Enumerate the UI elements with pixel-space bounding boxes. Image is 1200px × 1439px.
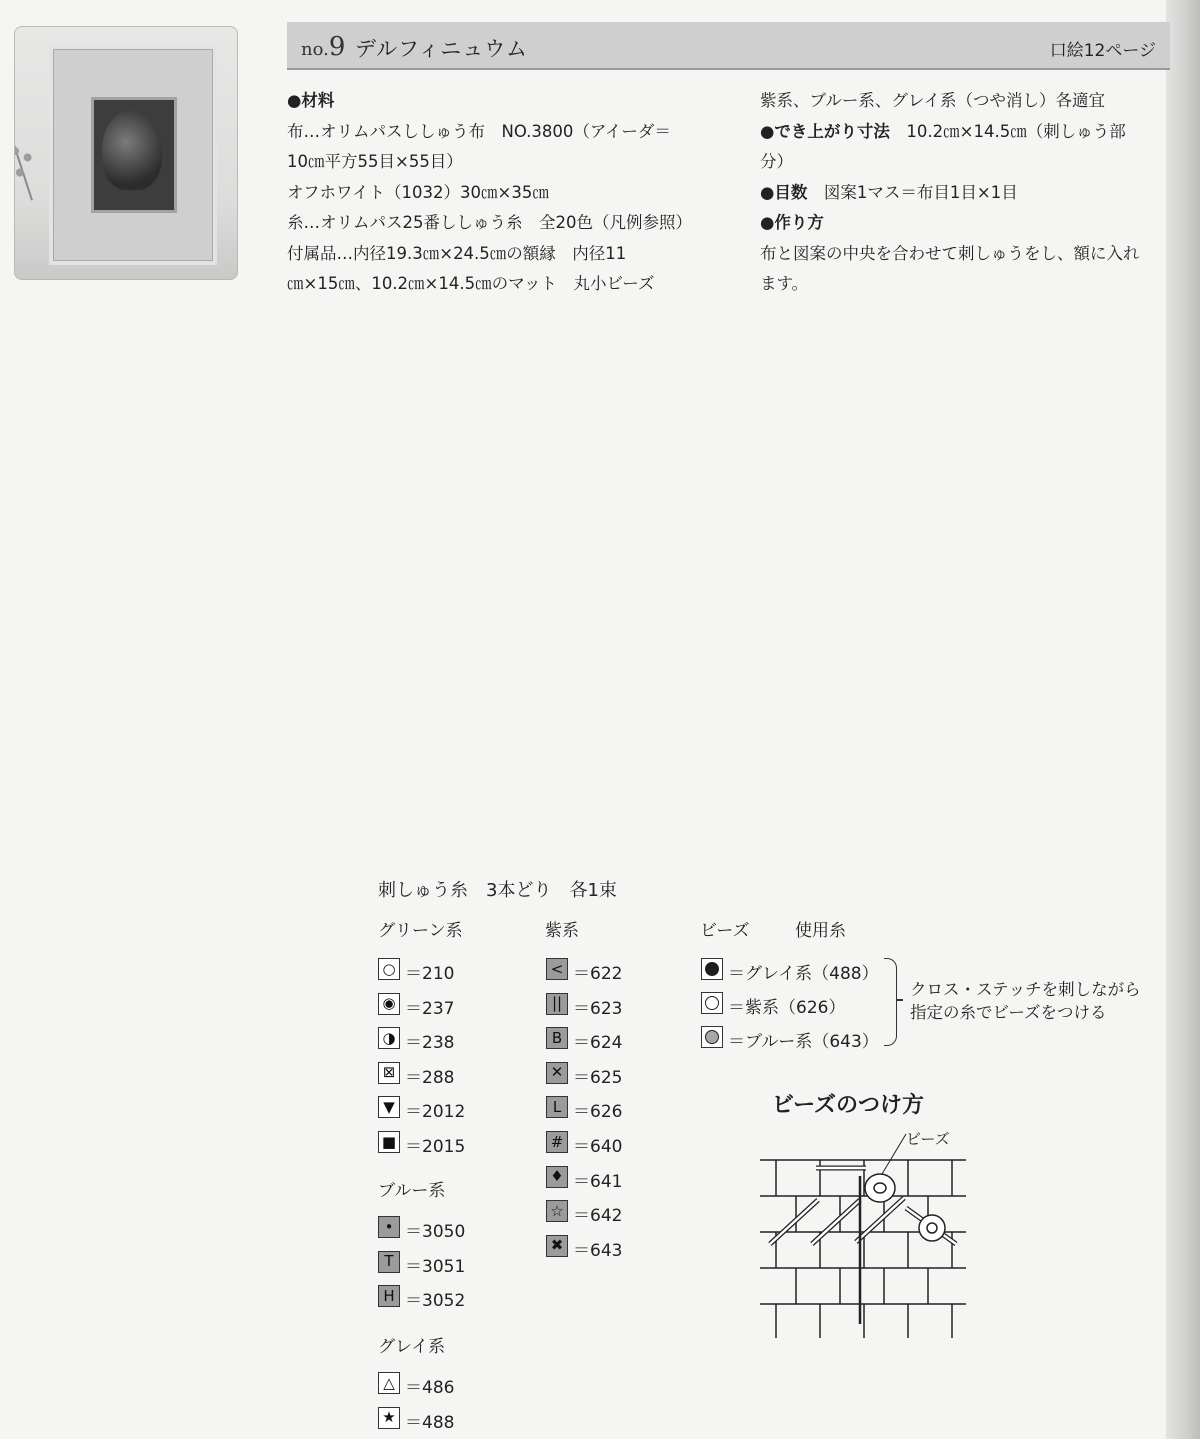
- count-text: 図案1マス＝布目1目×1目: [823, 182, 1018, 202]
- b-letter-icon: B: [546, 1027, 568, 1049]
- method-text: ます。: [760, 274, 809, 293]
- framed-embroidery-photo: [14, 26, 238, 280]
- bead-dot-icon: [705, 996, 719, 1010]
- title-bar: [287, 22, 1170, 70]
- beads-thread-heading: 使用糸: [795, 921, 846, 941]
- materials-line: 糸…オリムパス25番ししゅう糸 全20色（凡例参照）: [287, 213, 692, 232]
- pattern-number: no.9: [301, 32, 346, 62]
- materials-line: 10㎝平方55目×55目）: [287, 152, 463, 171]
- legend-value: ＝2015: [405, 1137, 466, 1157]
- purple-heading: 紫系: [545, 921, 579, 941]
- materials-line: ㎝×15㎝、10.2㎝×14.5㎝のマット 丸小ビーズ: [287, 274, 655, 293]
- gray-heading: グレイ系: [378, 1337, 446, 1357]
- beads-bracket: [884, 958, 897, 1046]
- legend-value: ＝3052: [405, 1291, 466, 1312]
- black-bead-icon: [701, 958, 723, 980]
- materials-heading: ●材料: [287, 91, 335, 110]
- legend-value: ＝237: [405, 998, 455, 1019]
- legend-value: ＝623: [573, 998, 623, 1019]
- outline-star-icon: ☆: [546, 1200, 568, 1222]
- legend-value: ＝624: [573, 1033, 623, 1054]
- diamond-bar-icon: ♦: [546, 1166, 568, 1188]
- legend-value: ＝642: [573, 1206, 623, 1227]
- bead-value: ＝紫系（626）: [728, 998, 846, 1018]
- bead-dot-icon: [705, 962, 719, 976]
- picture-frame: [49, 45, 217, 265]
- bead-attach-diagram: [756, 1124, 976, 1348]
- legend-value: ＝640: [573, 1137, 623, 1157]
- count-heading: ●目数: [760, 182, 808, 202]
- down-triangle-icon: ▼: [378, 1096, 400, 1118]
- small-dot-icon: •: [378, 1216, 400, 1238]
- l-letter-icon: L: [546, 1096, 568, 1118]
- page-gutter: [1166, 0, 1200, 1439]
- legend-value: ＝210: [405, 964, 455, 984]
- circle-icon: ○: [378, 958, 400, 980]
- materials-line: 付属品…内径19.3㎝×24.5㎝の額縁 内径11: [287, 243, 627, 263]
- legend-value: ＝626: [573, 1102, 623, 1123]
- blue-heading: ブルー系: [378, 1181, 446, 1201]
- materials-line: 布…オリムパスししゅう布 NO.3800（アイーダ＝: [287, 121, 671, 141]
- legend-value: ＝643: [573, 1240, 623, 1261]
- page-reference: 口絵12ページ: [1049, 41, 1156, 61]
- bead-note-line: クロス・ステッチを刺しながら: [910, 980, 1141, 999]
- beads-heading: ビーズ: [700, 921, 750, 941]
- heavy-x-icon: ✖: [546, 1235, 568, 1257]
- pattern-title: デルフィニュウム: [355, 37, 529, 61]
- gray-bead-icon: [701, 1026, 723, 1048]
- bead-note: [910, 978, 1141, 1024]
- materials-line: オフホワイト（1032）30㎝×35㎝: [287, 182, 549, 202]
- legend-value: ＝625: [573, 1067, 623, 1088]
- legend-value: ＝3051: [405, 1256, 466, 1277]
- legend-value: ＝486: [405, 1378, 455, 1398]
- filled-square-icon: ■: [378, 1131, 400, 1153]
- legend-value: ＝3050: [405, 1222, 466, 1242]
- delphinium-bouquet: [102, 110, 162, 190]
- size-heading: ●でき上がり寸法: [760, 121, 890, 141]
- less-than-icon: <: [546, 958, 568, 980]
- legend-value: ＝288: [405, 1067, 455, 1088]
- materials-continued: 紫系、ブルー系、グレイ系（つや消し）各適宜: [760, 91, 1106, 110]
- legend-value: ＝622: [573, 964, 623, 984]
- legend-value: ＝238: [405, 1033, 455, 1054]
- instructions-section: [760, 86, 1140, 300]
- size-text: 10.2㎝×14.5㎝（刺しゅう部: [906, 121, 1126, 141]
- bead-dot-icon: [705, 1030, 719, 1044]
- legend-value: ＝2012: [405, 1102, 466, 1123]
- dot-circle-icon: ◉: [378, 993, 400, 1015]
- bead-value: ＝グレイ系（488）: [728, 964, 879, 984]
- bead-note-line: 指定の糸でビーズをつける: [910, 1003, 1107, 1022]
- legend-title: 刺しゅう糸 3本どり 各1束: [378, 880, 617, 901]
- boxed-x-icon: ⊠: [378, 1062, 400, 1084]
- bead-label: ビーズ: [906, 1130, 950, 1148]
- diagram-title: ビーズのつけ方: [772, 1093, 925, 1118]
- t-bar-icon: T: [378, 1251, 400, 1273]
- hash-icon: #: [546, 1131, 568, 1153]
- double-bar-icon: ||: [546, 993, 568, 1015]
- green-heading: グリーン系: [378, 921, 463, 941]
- bold-x-icon: ✕: [546, 1062, 568, 1084]
- white-bead-icon: [701, 992, 723, 1014]
- size-text-cont: 分）: [760, 152, 793, 171]
- embroidery-mat: [91, 97, 177, 213]
- half-circle-icon: ◑: [378, 1027, 400, 1049]
- star-icon: ★: [378, 1407, 400, 1429]
- method-heading: ●作り方: [760, 213, 824, 232]
- triangle-icon: △: [378, 1372, 400, 1394]
- method-text: 布と図案の中央を合わせて刺しゅうをし、額に入れ: [760, 243, 1140, 263]
- legend-value: ＝641: [573, 1171, 623, 1192]
- legend-value: ＝488: [405, 1412, 455, 1433]
- materials-section: [287, 86, 692, 300]
- bead-value: ＝ブルー系（643）: [728, 1032, 879, 1052]
- h-letter-icon: H: [378, 1285, 400, 1307]
